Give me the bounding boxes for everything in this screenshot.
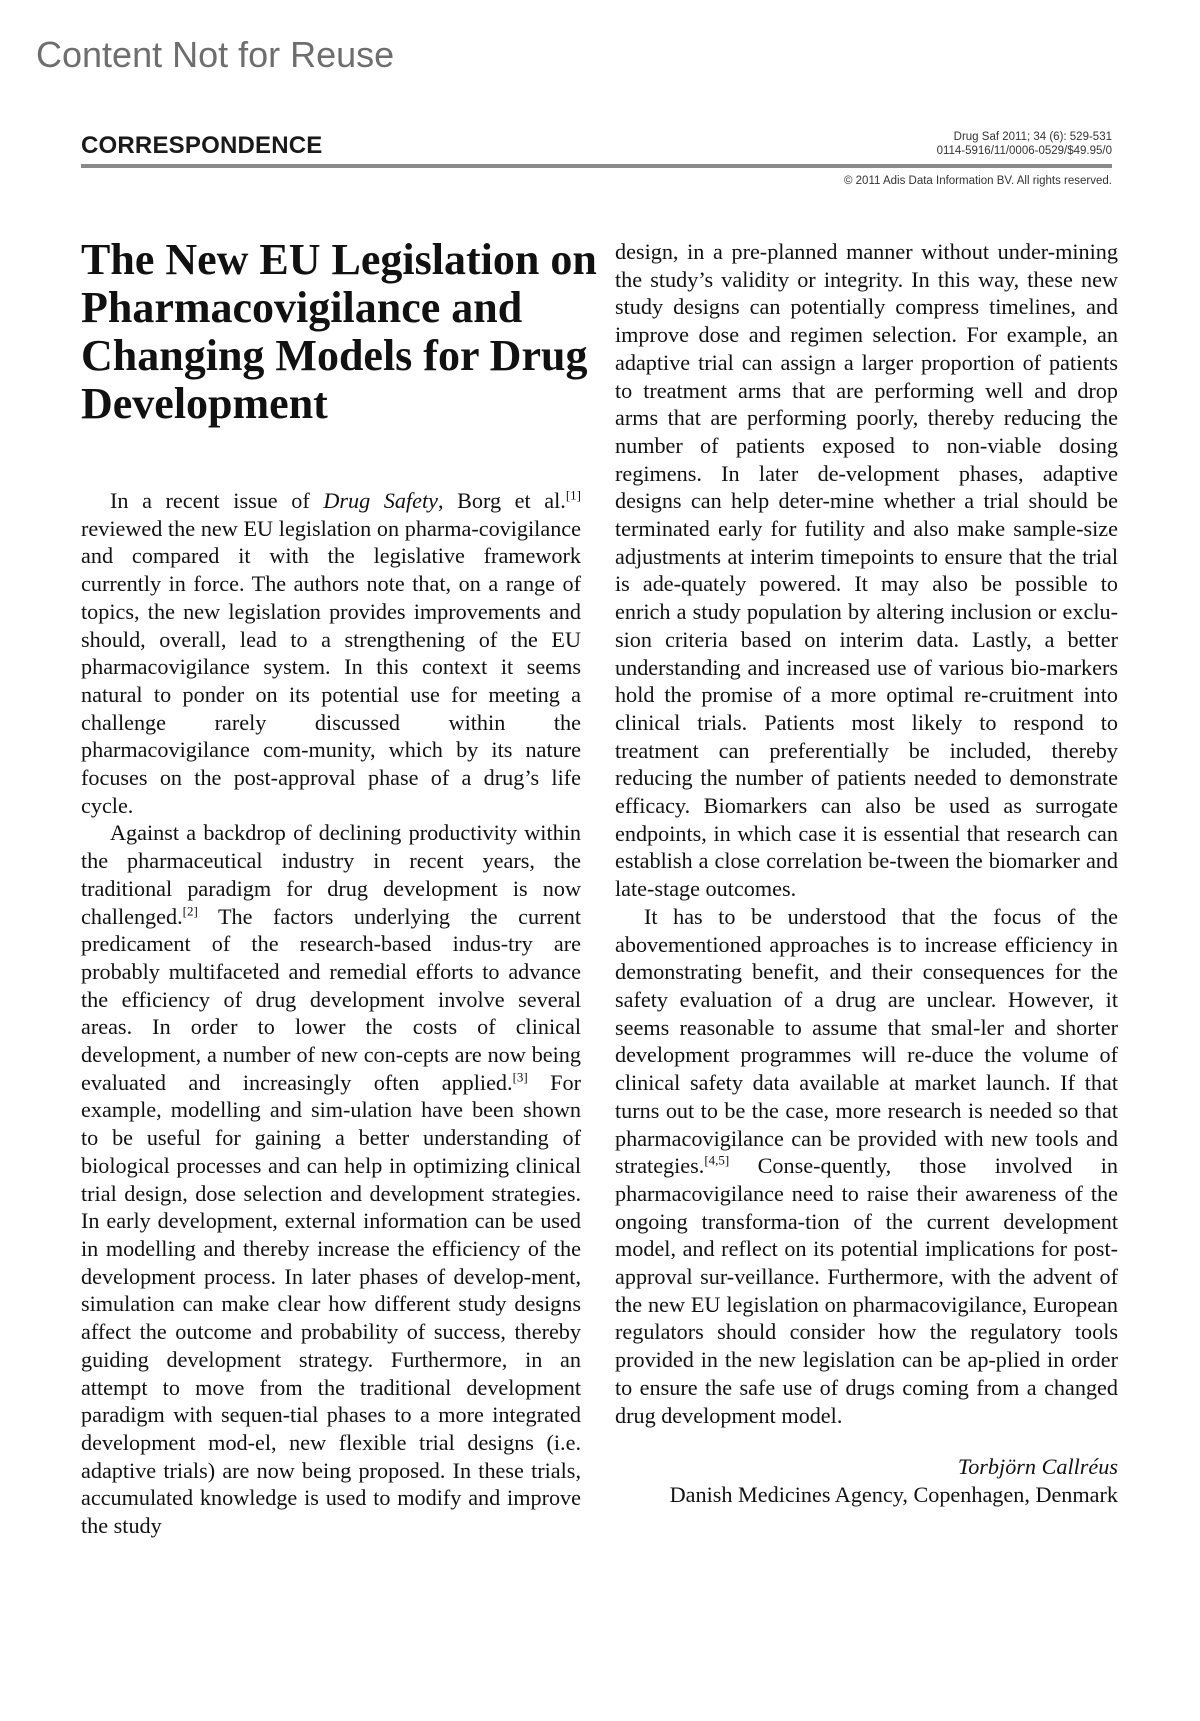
author-affiliation: Danish Medicines Agency, Copenhagen, Denmark [669, 1481, 1118, 1507]
left-column [81, 487, 581, 1540]
journal-name: Drug Safety [323, 488, 438, 513]
citation-line: Drug Saf 2011; 34 (6): 529-531 [953, 131, 1112, 143]
reference-1: [1] [565, 487, 581, 503]
journal-citation [937, 130, 1112, 158]
signature-block [615, 1453, 1118, 1508]
header-rule [81, 164, 1112, 168]
paragraph-3: It has to be understood that the focus of the abovementioned approaches is to increase efficiency in demonstrating benefit, and their consequences for the safety evaluation of a drug are unclear. However, it seems reasonable to assume that smal-ler and shorter development programmes will re-duce the volume of clinical safety data available at market launch. If that turns out to be the case, more research is needed so that pharmacovigilance can be provided with new tools and strategies.[4,5] Conse-quently, those involved in pharmacovigilance need to raise their awareness of the ongoing transforma-tion of the current development model, and reflect on its potential implications for post-approval sur-veillance. Furthermore, with the advent of the new EU legislation on pharmacovigilance, European regulators should consider how the regulatory tools provided in the new legislation can be ap-plied in order to ensure the safe use of drugs coming from a changed drug development model. [615, 903, 1118, 1428]
paragraph-2-continued: design, in a pre-planned manner without under-mining the study’s validity or integrity. In this way, these new study designs can potentially compress timelines, and improve dose and regimen selection. For example, an adaptive trial can assign a larger proportion of patients to treatment arms that are performing well and drop arms that are performing poorly, thereby reducing the number of patients exposed to non-viable dosing regimens. In later de-velopment phases, adaptive designs can help deter-mine whether a trial should be terminated early for futility and also make sample-size adjustments at interim timepoints to ensure that the trial is ade-quately powered. It may also be possible to enrich a study population by altering inclusion or exclu-sion criteria based on interim data. Lastly, a better understanding and increased use of various bio-markers hold the promise of a more optimal re-cruitment into clinical trials. Patients most likely to respond to treatment can preferentially be included, thereby reducing the number of patients needed to demonstrate efficacy. Biomarkers can also be used as surrogate endpoints, in which case it is essential that research can establish a close correlation be-tween the biomarker and late-stage outcomes. [615, 239, 1118, 902]
copyright-notice: © 2011 Adis Data Information BV. All rights reserved. [843, 175, 1112, 187]
paragraph-1: In a recent issue of Drug Safety, Borg et al.[1] reviewed the new EU legislation on pharma-covigilance and compared it with the legislative framework currently in force. The authors note that, on a range of topics, the new legislation provides improvements and should, overall, lead to a strengthening of the EU pharmacovigilance system. In this context it seems natural to ponder on its potential use for meeting a challenge rarely discussed within the pharmacovigilance com-munity, which by its nature focuses on the post-approval phase of a drug’s life cycle. [81, 487, 581, 818]
author-name: Torbjörn Callréus [957, 1454, 1118, 1480]
reference-2: [2] [182, 903, 198, 919]
right-column [615, 238, 1118, 1509]
watermark-text: Content Not for Reuse [36, 34, 395, 75]
article-title: The New EU Legislation on Pharmacovigilance and Changing Models for Drug Development [81, 235, 597, 428]
reference-3: [3] [512, 1069, 528, 1085]
reference-4-5: [4,5] [704, 1152, 730, 1168]
issn-line: 0114-5916/11/0006-0529/$49.95/0 [936, 145, 1112, 157]
paragraph-2: Against a backdrop of declining productivity within the pharmaceutical industry in recent years, the traditional paradigm for drug development is now challenged.[2] The factors underlying the current predicament of the research-based indus-try are probably multifaceted and remedial efforts to advance the efficiency of drug development involve several areas. In order to lower the costs of clinical development, a number of new con-cepts are now being evaluated and increasingly often applied.[3] For example, modelling and sim-ulation have been shown to be useful for gaining a better understanding of biological processes and can help in optimizing clinical trial design, dose selection and development strategies. In early development, external information can be used in modelling and thereby increase the efficiency of the development process. In later phases of develop-ment, simulation can make clear how different study designs affect the outcome and probability of success, thereby guiding development strategy. Furthermore, in an attempt to move from the traditional development paradigm with sequen-tial phases to a more integrated development mod-el, new flexible trial designs (i.e. adaptive trials) are now being proposed. In these trials, accumulated knowledge is used to modify and improve the study [81, 820, 581, 1539]
section-label: CORRESPONDENCE [81, 132, 323, 159]
